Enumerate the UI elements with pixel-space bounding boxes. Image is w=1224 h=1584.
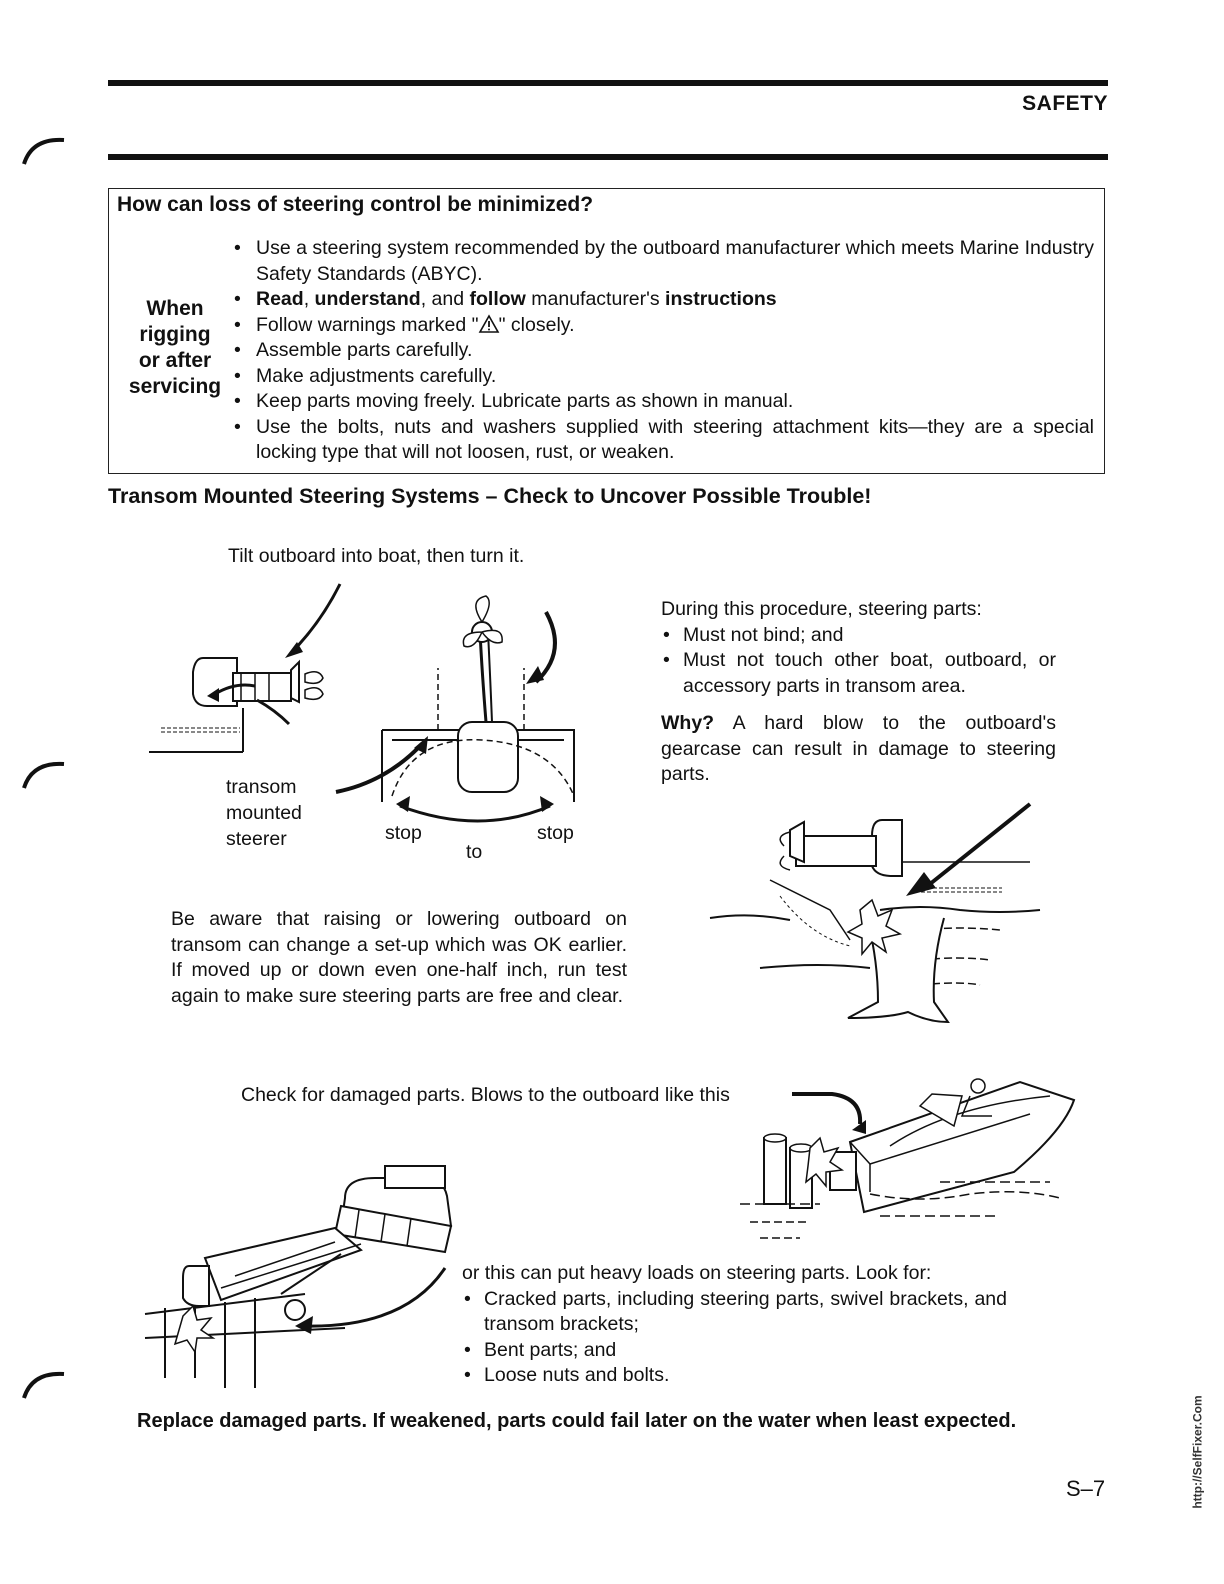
section-title: SAFETY <box>1022 92 1108 115</box>
aware-paragraph: Be aware that raising or lowering outboard on transom can change a set-up which was OK earlier. If moved up or down even one-half inch, run test again to make sure steering parts are free and clear. <box>171 908 627 1007</box>
binder-mark-icon <box>22 136 66 166</box>
boat-piling-illustration <box>740 1066 1070 1246</box>
page-number: S–7 <box>1066 1476 1106 1501</box>
watermark-text: http://SelfFixer.Com <box>1190 1395 1205 1509</box>
list-item: • Must not touch other boat, outboard, or accessory parts in transom area. <box>661 648 1056 699</box>
rigging-label-line: rigging <box>139 323 211 346</box>
stop-right-label: stop <box>537 822 574 844</box>
list-item: • Cracked parts, including steering parts, swivel brackets, and transom brackets; <box>462 1287 1007 1338</box>
stop-left-label: stop <box>385 822 422 844</box>
binder-mark-icon <box>22 760 66 790</box>
tilted-outboard-illustration <box>145 578 345 758</box>
steerer-label-line: steerer <box>226 828 287 850</box>
loads-text: or this can put heavy loads on steering parts. Look for: <box>462 1262 932 1284</box>
look-for-list <box>462 1287 1007 1389</box>
list-item: • Use a steering system recommended by the outboard manufacturer which meets Marine Industry Safety Standards (ABYC). <box>232 236 1094 287</box>
steerer-label <box>226 774 302 852</box>
rigging-label-line: servicing <box>128 375 222 398</box>
list-item: • Must not bind; and <box>661 623 1056 649</box>
list-item: • Keep parts moving freely. Lubricate parts as shown in manual. <box>232 389 1094 415</box>
list-item: • Assemble parts carefully. <box>232 338 1094 364</box>
stump-impact-illustration <box>710 800 1055 1025</box>
procedure-intro: During this procedure, steering parts: <box>661 598 982 620</box>
transom-heading: Transom Mounted Steering Systems – Check to Uncover Possible Trouble! <box>108 484 872 508</box>
rigging-label-line: or after <box>138 349 212 372</box>
top-rule <box>108 80 1108 86</box>
list-item: • Read, understand, and follow manufacturer's instructions <box>232 287 1094 313</box>
replace-warning: Replace damaged parts. If weakened, parts could fail later on the water when least expected. <box>137 1410 1017 1432</box>
tilt-caption: Tilt outboard into boat, then turn it. <box>228 545 525 567</box>
list-item: • Make adjustments carefully. <box>232 364 1094 390</box>
procedure-block <box>661 597 1056 788</box>
to-label: to <box>466 841 483 863</box>
steerer-label-line: mounted <box>226 802 302 824</box>
list-item: • Loose nuts and bolts. <box>462 1363 1007 1389</box>
why-paragraph: Why? A hard blow to the outboard's gearcase can result in damage to steering parts. <box>661 712 1056 785</box>
list-item: • Bent parts; and <box>462 1338 1007 1364</box>
list-item: • Follow warnings marked " " closely. <box>232 313 1094 339</box>
look-for-block <box>462 1261 1007 1389</box>
rigging-label-line: When <box>146 297 204 320</box>
trailer-fence-illustration <box>145 1158 465 1398</box>
steerer-label-line: transom <box>226 776 297 798</box>
watermark <box>1186 1390 1206 1520</box>
box-title: How can loss of steering control be minimized? <box>117 193 594 216</box>
procedure-list <box>661 623 1056 700</box>
header-rule <box>108 154 1108 160</box>
rigging-label <box>120 296 230 400</box>
binder-mark-icon <box>22 1370 66 1400</box>
check-damaged-text: Check for damaged parts. Blows to the outboard like this <box>241 1084 730 1106</box>
rigging-checklist <box>232 236 1094 466</box>
list-item: • Use the bolts, nuts and washers supplied with steering attachment kits—they are a special locking type that will not loosen, rust, or weaken. <box>232 415 1094 466</box>
warning-triangle-icon <box>479 315 499 333</box>
turning-outboard-illustration <box>336 592 596 812</box>
